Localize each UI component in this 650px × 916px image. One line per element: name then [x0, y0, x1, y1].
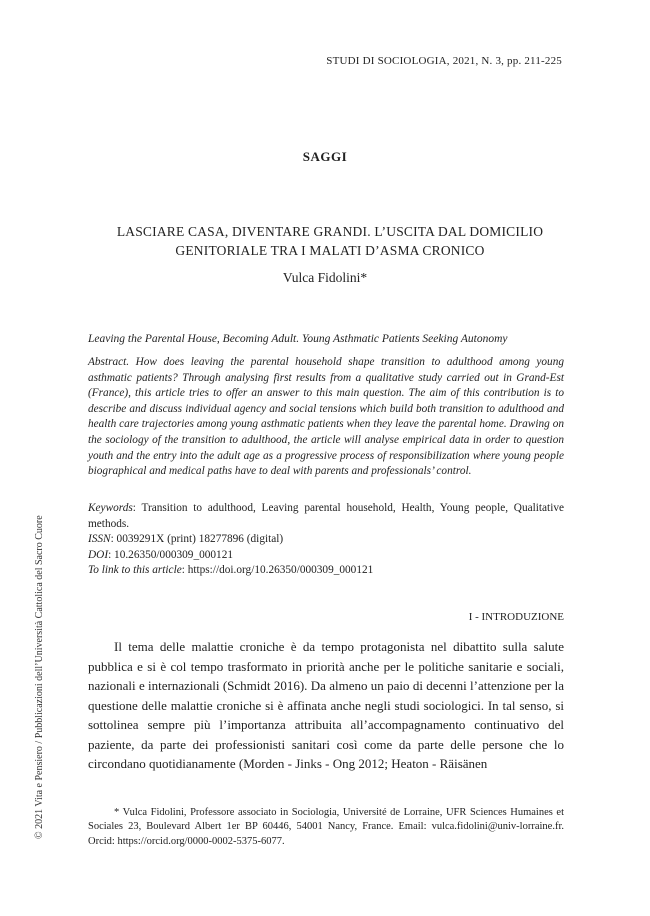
- english-title: Leaving the Parental House, Becoming Adult. Young Asthmatic Patients Seeking Autonomy: [88, 333, 508, 345]
- issn-label: ISSN: [88, 533, 111, 546]
- doi-row: [88, 548, 564, 564]
- intro-heading: I - INTRODUZIONE: [468, 611, 564, 623]
- issn-row: [88, 532, 564, 548]
- article-title-line-1: LASCIARE CASA, DIVENTARE GRANDI. L’USCITA DAL DOMICILIO: [116, 224, 544, 239]
- article-link-value[interactable]: : https://doi.org/10.26350/000309_000121: [181, 564, 374, 577]
- body-paragraph: Il tema delle malattie croniche è da tempo protagonista nel dibattito sulla salute pubblica e si è col tempo trasformato in priorità anche per le politiche sanitarie e sociali, nazionali e internazionali (Schmidt 2016). Da almeno un paio di decenni l’attenzione per la questione delle malattie croniche si è affinata anche negli studi sociologici. In tal senso, si sottolinea sempre più l’importanza attribuita all’accompagnamento continuativo del paziente, da parte dei professionisti sanitari così come da parte delle persone che lo circondano quotidianamente (Morden - Jinks - Ong 2012; Heaton - Räisänen: [88, 639, 564, 771]
- abstract: Abstract. How does leaving the parental household shape transition to adulthood among young asthmatic patients? Through analysing first results from a qualitative study carried out in Grand-Est (France), this article tries to offer an answer to this main question. The aim of this contribution is to describe and discuss individual agency and social tensions which build both transition to adulthood and health care trajectories among young asthmatic patients when they leave the parental home. Drawing on the sociology of the transition to adulthood, the article will analyse empirical data in order to question youth and the entry into the adult age as a progressive process of responsibilization where young people biographical and medical paths have to deal with parents and professionals’ control.: [88, 356, 564, 478]
- issn-value: : 0039291X (print) 18277896 (digital): [110, 533, 284, 546]
- journal-reference: STUDI DI SOCIOLOGIA, 2021, N. 3, pp. 211-225: [326, 55, 562, 67]
- article-link-label: To link to this article: [88, 564, 182, 577]
- section-label: SAGGI: [302, 149, 348, 164]
- author-footnote: * Vulca Fidolini, Professore associato in Sociologia, Université de Lorraine, UFR Sciences Humaines et Sociales 23, Boulevard Albert 1er BP 60446, 54001 Nancy, France. Email: vulca.fidolini@univ-lorraine.fr. Orcid: https://orcid.org/0000-0002-5375-6077.: [88, 807, 564, 847]
- article-title: [90, 222, 570, 260]
- keywords-label: Keywords: [88, 502, 133, 514]
- article-link-row: [88, 563, 564, 579]
- doi-value: : 10.26350/000309_000121: [108, 548, 233, 561]
- copyright-sidebar: © 2021 Vita e Pensiero / Pubblicazioni dell’Università Cattolica del Sacro Cuore: [34, 515, 45, 839]
- doi-label: DOI: [88, 548, 109, 561]
- body-text: [88, 637, 564, 774]
- keywords-value: : Transition to adulthood, Leaving parental household, Health, Young people, Qualitative methods.: [88, 502, 564, 530]
- keywords-row: [88, 501, 564, 532]
- article-title-line-2: GENITORIALE TRA I MALATI D’ASMA CRONICO: [175, 243, 485, 258]
- article-metadata: [88, 501, 564, 579]
- author-name: Vulca Fidolini*: [282, 270, 368, 285]
